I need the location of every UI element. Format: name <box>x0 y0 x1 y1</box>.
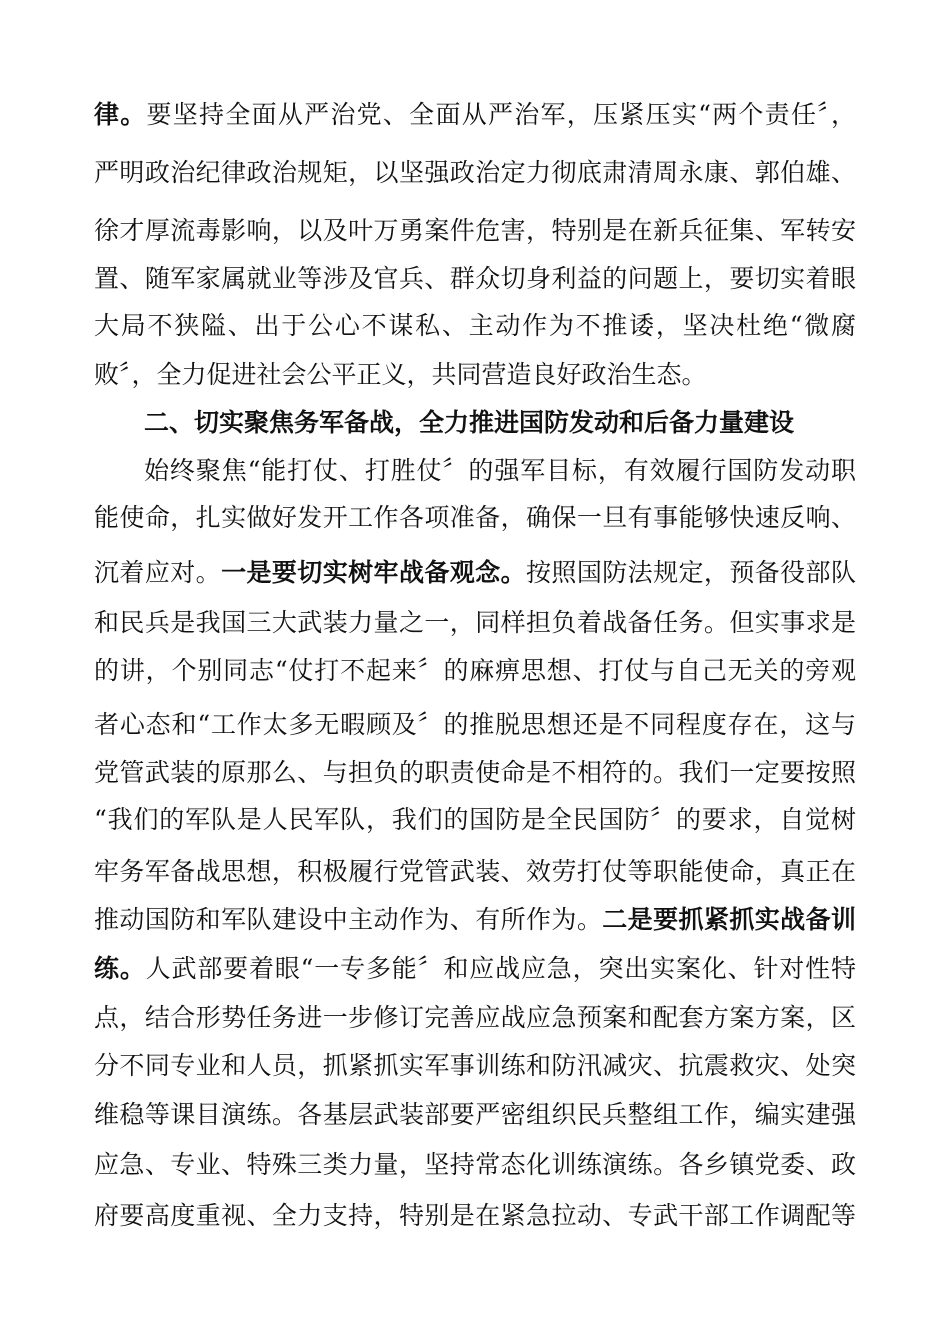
line-text: 按照国防法规定，预备役部队 <box>526 558 856 587</box>
text-line: 点，结合形势任务进一步修订完善应战应急预案和配套方案方案，区 <box>94 1003 856 1032</box>
text-line: 始终聚焦“能打仗、打胜仗〞的强军目标，有效履行国防发动职 <box>144 456 856 485</box>
section-heading: 二、切实聚焦务军备战，全力推进国防发动和后备力量建设 <box>144 408 795 437</box>
text-line: 府要高度重视、全力支持，特别是在紧急拉动、专武干部工作调配等 <box>94 1201 856 1230</box>
text-line: 徐才厚流毒影响，以及叶万勇案件危害，特别是在新兵征集、军转安 <box>94 216 856 245</box>
text-line: “我们的军队是人民军队，我们的国防是全民国防〞的要求，自觉树 <box>94 805 856 834</box>
bold-phrase: 二是要抓紧抓实战备训 <box>602 905 856 934</box>
text-line: 的讲，个别同志“仗打不起来〞的麻痹思想、打仗与自己无关的旁观 <box>94 656 856 685</box>
line-text: 沉着应对。 <box>94 558 222 587</box>
line-text: 人武部要着眼“一专多能〞和应战应急，突出实案化、针对性特 <box>145 954 856 983</box>
text-line: 者心态和“工作太多无暇顾及〞的推脱思想还是不同程度存在，这与 <box>94 710 856 739</box>
text-line: 分不同专业和人员，抓紧抓实军事训练和防汛减灾、抗震救灾、处突 <box>94 1051 856 1080</box>
text-line <box>94 949 856 989</box>
text-line: 败〞，全力促进社会公平正义，共同营造良好政治生态。 <box>94 360 707 389</box>
text-line: 严明政治纪律政治规矩，以坚强政治定力彻底肃清周永康、郭伯雄、 <box>94 158 856 187</box>
text-line <box>94 900 856 940</box>
text-line: 党管武装的原那么、与担负的职责使命是不相符的。我们一定要按照 <box>94 758 856 787</box>
text-line: 牢务军备战思想，积极履行党管武装、效劳打仗等职能使命，真正在 <box>94 857 856 886</box>
text-line: 维稳等课目演练。各基层武装部要严密组织民兵整组工作，编实建强 <box>94 1100 856 1129</box>
text-line: 能使命，扎实做好发开工作各项准备，确保一旦有事能够快速反响、 <box>94 503 856 532</box>
bold-phrase: 一是要切实树牢战备观念。 <box>221 558 527 587</box>
text-line: 和民兵是我国三大武装力量之一，同样担负着战备任务。但实事求是 <box>94 608 856 637</box>
line-text: 要坚持全面从严治党、全面从严治军，压紧压实“两个责任〞， <box>146 100 856 129</box>
bold-phrase: 练。 <box>94 954 146 983</box>
text-line: 应急、专业、特殊三类力量，坚持常态化训练演练。各乡镇党委、政 <box>94 1150 856 1179</box>
text-line: 置、随军家属就业等涉及官兵、群众切身利益的问题上，要切实着眼 <box>94 264 856 293</box>
bold-phrase: 律。 <box>94 100 147 129</box>
text-line <box>94 95 856 135</box>
line-text: 推动国防和军队建设中主动作为、有所作为。 <box>94 905 603 934</box>
text-line <box>94 553 856 593</box>
text-line: 大局不狭隘、出于公心不谋私、主动作为不推诿，坚决杜绝“微腐 <box>94 311 856 340</box>
